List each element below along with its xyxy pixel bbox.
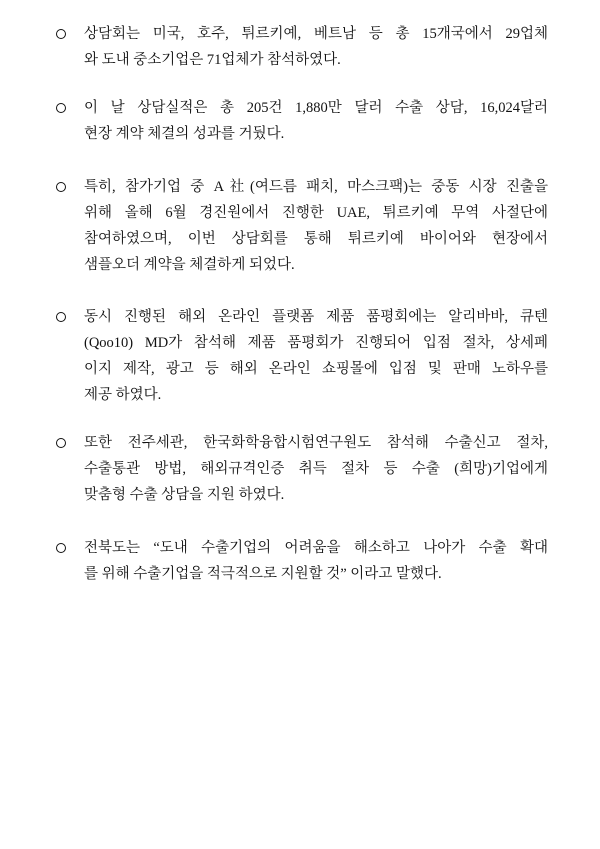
circle-bullet-icon [56, 95, 68, 121]
paragraph-line: 상담회는 미국, 호주, 튀르키예, 베트남 등 총 15개국에서 29업체 [84, 26, 548, 42]
paragraph-line: 와 도내 중소기업은 71업체가 참석하였다. [84, 52, 341, 68]
paragraph-line: 참여하였으며, 이번 상담회를 통해 튀르키예 바이어와 현장에서 [84, 231, 548, 247]
paragraph-line: (Qoo10) MD가 참석해 제품 품평회가 진행되어 입점 절차, 상세페 [84, 335, 548, 351]
paragraph-line: 제공 하였다. [84, 387, 162, 403]
paragraph-line: 를 위해 수출기업을 적극적으로 지원할 것” 이라고 말했다. [84, 566, 442, 582]
bullet-paragraph [56, 95, 548, 147]
paragraph-line: 이 날 상담실적은 총 205건 1,880만 달러 수출 상담, 16,024달러 [84, 100, 548, 116]
circle-bullet-icon [56, 304, 68, 330]
paragraph-line: 현장 계약 체결의 성과를 거뒀다. [84, 126, 285, 142]
bullet-paragraph [56, 304, 548, 408]
bullet-paragraph [56, 174, 548, 278]
circle-bullet-icon [56, 21, 68, 47]
paragraph-line: 이지 제작, 광고 등 해외 온라인 쇼핑몰에 입점 및 판매 노하우를 [84, 361, 548, 377]
paragraph-line: 특히, 참가기업 중 A社(여드름 패치, 마스크팩)는 중동 시장 진출을 [84, 179, 548, 195]
circle-bullet-icon [56, 430, 68, 456]
circle-bullet-icon [56, 535, 68, 561]
paragraph-line: 샘플오더 계약을 체결하게 되었다. [84, 257, 295, 273]
bullet-paragraph [56, 21, 548, 73]
paragraph-line: 맞춤형 수출 상담을 지원 하였다. [84, 487, 285, 503]
paragraph-line: 수출통관 방법, 해외규격인증 취득 절차 등 수출 (희망)기업에게 [84, 461, 548, 477]
bullet-paragraph [56, 430, 548, 508]
bullet-paragraph [56, 535, 548, 587]
circle-bullet-icon [56, 174, 68, 200]
paragraph-line: 또한 전주세관, 한국화학융합시험연구원도 참석해 수출신고 절차, [84, 435, 548, 451]
paragraph-line: 동시 진행된 해외 온라인 플랫폼 제품 품평회에는 알리바바, 큐텐 [84, 309, 548, 325]
paragraph-line: 위해 올해 6월 경진원에서 진행한 UAE, 튀르키예 무역 사절단에 [84, 205, 548, 221]
paragraph-line: 전북도는 “도내 수출기업의 어려움을 해소하고 나아가 수출 확대 [84, 540, 548, 556]
